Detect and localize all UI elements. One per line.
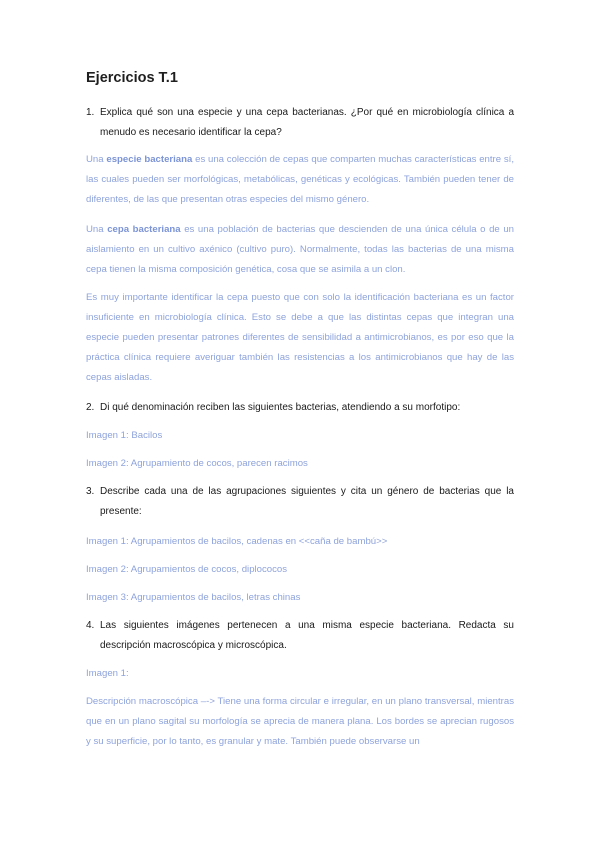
answer-text: Una [86, 224, 108, 235]
question-2 [86, 398, 514, 418]
question-1 [86, 103, 514, 143]
answer-text: es una población de bacterias que descienden de una única célula o de un aislamiento en un cultivo axénico (cultivo puro). Normalmente, todas las bacterias de una misma cepa tienen la misma composición genética, cosa que se asimila a un clon. [86, 224, 515, 275]
question-text: Las siguientes imágenes pertenecen a una misma especie bacteriana. Redacta su descripción macroscópica y microscópica. [100, 620, 514, 651]
answer-1-paragraph-3: Es muy importante identificar la cepa puesto que con solo la identificación bacteriana es un factor insuficiente en microbiología clínica. Esto se debe a que las distintas cepas que integran una especie pueden presentar patrones diferentes de sensibilidad a antimicrobianos, es por eso que la práctica clínica requiere averiguar también las resistencias a los antimicrobianos que hay de las cepas aisladas. [86, 292, 514, 383]
question-text: Explica qué son una especie y una cepa bacterianas. ¿Por qué en microbiología clínica a menudo es necesario identificar la cepa? [100, 107, 514, 138]
question-text: Describe cada una de las agrupaciones siguientes y cita un género de bacterias que la presente: [100, 486, 514, 517]
answer-4-paragraph-1: Descripción macroscópica –-> Tiene una forma circular e irregular, en un plano transversal, mientras que en un plano sagital su morfología se aprecia de manera plana. Los bordes se aprecian rugosos y su superficie, por lo tanto, es granular y mate. También puede observarse un [86, 696, 514, 747]
answer-text: Una [86, 154, 107, 165]
term-cepa-bacteriana: cepa bacteriana [107, 224, 181, 235]
answer-2-line-1: Imagen 1: Bacilos [86, 430, 163, 441]
question-3 [86, 482, 514, 522]
question-text: Di qué denominación reciben las siguientes bacterias, atendiendo a su morfotipo: [100, 402, 461, 413]
question-number: 1. [86, 107, 95, 118]
page-title: Ejercicios T.1 [86, 70, 178, 86]
term-especie-bacteriana: especie bacteriana [106, 154, 193, 165]
question-4 [86, 616, 514, 656]
answer-1-paragraph-1 [86, 150, 514, 210]
question-number: 2. [86, 402, 95, 413]
answer-3-line-3: Imagen 3: Agrupamientos de bacilos, letras chinas [86, 592, 301, 603]
question-number: 3. [86, 486, 95, 497]
answer-2-line-2: Imagen 2: Agrupamiento de cocos, parecen racimos [86, 458, 308, 469]
answer-1-paragraph-2 [86, 220, 514, 280]
answer-3-line-1: Imagen 1: Agrupamientos de bacilos, cadenas en <<caña de bambú>> [86, 536, 388, 547]
question-number: 4. [86, 620, 95, 631]
answer-4-image-label: Imagen 1: [86, 668, 129, 679]
answer-3-line-2: Imagen 2: Agrupamientos de cocos, diplococos [86, 564, 288, 575]
answer-text: es una colección de cepas que comparten muchas características entre sí, las cuales pueden ser morfológicas, metabólicas, genéticas y ecológicas. También pueden tener de diferentes, de las que presentan otras especies del mismo género. [86, 154, 514, 205]
